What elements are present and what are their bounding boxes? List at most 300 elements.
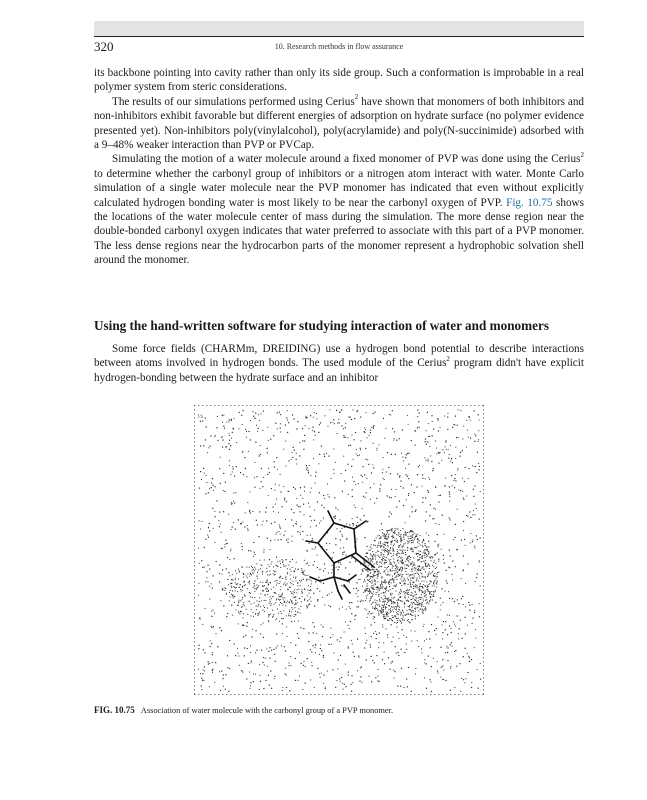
water-position-dot bbox=[476, 535, 477, 536]
water-position-dot bbox=[244, 457, 245, 458]
water-position-dot bbox=[425, 543, 426, 544]
water-position-dot bbox=[228, 579, 229, 580]
water-position-dot bbox=[460, 620, 461, 621]
water-position-dot bbox=[308, 633, 309, 634]
water-position-dot bbox=[437, 545, 438, 546]
water-position-dot bbox=[389, 618, 390, 619]
water-position-dot bbox=[392, 593, 393, 594]
water-position-dot bbox=[388, 566, 389, 567]
water-position-dot bbox=[377, 681, 378, 682]
water-position-dot bbox=[420, 608, 421, 609]
water-position-dot bbox=[458, 409, 459, 410]
water-position-dot bbox=[287, 583, 288, 584]
water-position-dot bbox=[298, 506, 299, 507]
water-position-dot bbox=[269, 472, 270, 473]
water-position-dot bbox=[379, 681, 380, 682]
water-position-dot bbox=[392, 617, 393, 618]
water-position-dot bbox=[335, 518, 336, 519]
water-position-dot bbox=[308, 585, 309, 586]
water-position-dot bbox=[403, 505, 404, 506]
water-position-dot bbox=[398, 529, 399, 530]
water-position-dot bbox=[438, 673, 439, 674]
water-position-dot bbox=[470, 437, 471, 438]
water-position-dot bbox=[454, 687, 455, 688]
water-position-dot bbox=[348, 672, 349, 673]
water-position-dot bbox=[276, 534, 277, 535]
water-position-dot bbox=[295, 596, 296, 597]
water-position-dot bbox=[360, 449, 361, 450]
water-position-dot bbox=[393, 537, 394, 538]
water-position-dot bbox=[397, 560, 398, 561]
water-position-dot bbox=[381, 581, 382, 582]
water-position-dot bbox=[234, 587, 235, 588]
water-position-dot bbox=[290, 569, 291, 570]
water-position-dot bbox=[398, 563, 399, 564]
water-position-dot bbox=[449, 492, 450, 493]
water-position-dot bbox=[475, 466, 476, 467]
water-position-dot bbox=[297, 582, 298, 583]
water-position-dot bbox=[426, 460, 427, 461]
water-position-dot bbox=[425, 610, 426, 611]
water-position-dot bbox=[352, 496, 353, 497]
water-position-dot bbox=[316, 525, 317, 526]
water-position-dot bbox=[443, 670, 444, 671]
water-position-dot bbox=[415, 584, 416, 585]
water-position-dot bbox=[257, 431, 258, 432]
water-position-dot bbox=[387, 495, 388, 496]
water-position-dot bbox=[428, 574, 429, 575]
water-position-dot bbox=[401, 481, 402, 482]
water-position-dot bbox=[449, 501, 450, 502]
water-position-dot bbox=[353, 588, 354, 589]
water-position-dot bbox=[371, 596, 372, 597]
water-position-dot bbox=[304, 441, 305, 442]
water-position-dot bbox=[275, 571, 276, 572]
water-position-dot bbox=[389, 512, 390, 513]
water-position-dot bbox=[375, 581, 376, 582]
water-position-dot bbox=[430, 597, 431, 598]
water-position-dot bbox=[455, 480, 456, 481]
water-position-dot bbox=[302, 596, 303, 597]
water-position-dot bbox=[425, 478, 426, 479]
water-position-dot bbox=[296, 459, 297, 460]
water-position-dot bbox=[376, 450, 377, 451]
water-position-dot bbox=[313, 645, 314, 646]
water-position-dot bbox=[237, 653, 238, 654]
water-position-dot bbox=[415, 631, 416, 632]
water-position-dot bbox=[385, 608, 386, 609]
water-position-dot bbox=[307, 470, 308, 471]
water-position-dot bbox=[423, 547, 424, 548]
water-position-dot bbox=[256, 576, 257, 577]
water-position-dot bbox=[423, 626, 424, 627]
water-position-dot bbox=[224, 544, 225, 545]
water-position-dot bbox=[435, 602, 436, 603]
water-position-dot bbox=[415, 607, 416, 608]
water-position-dot bbox=[373, 618, 374, 619]
water-position-dot bbox=[300, 627, 301, 628]
water-position-dot bbox=[213, 610, 214, 611]
water-position-dot bbox=[370, 576, 371, 577]
paragraph-2-text-a: The results of our simulations performed using Cerius bbox=[112, 95, 355, 108]
water-position-dot bbox=[285, 650, 286, 651]
water-position-dot bbox=[244, 595, 245, 596]
water-position-dot bbox=[419, 603, 420, 604]
water-position-dot bbox=[398, 599, 399, 600]
water-position-dot bbox=[310, 415, 311, 416]
water-position-dot bbox=[407, 578, 408, 579]
water-position-dot bbox=[232, 466, 233, 467]
water-position-dot bbox=[336, 680, 337, 681]
water-position-dot bbox=[384, 614, 385, 615]
water-position-dot bbox=[411, 592, 412, 593]
water-position-dot bbox=[458, 468, 459, 469]
water-position-dot bbox=[444, 452, 445, 453]
water-position-dot bbox=[390, 553, 391, 554]
water-position-dot bbox=[423, 613, 424, 614]
water-position-dot bbox=[254, 570, 255, 571]
water-position-dot bbox=[382, 659, 383, 660]
water-position-dot bbox=[396, 534, 397, 535]
water-position-dot bbox=[320, 422, 321, 423]
water-position-dot bbox=[358, 606, 359, 607]
water-position-dot bbox=[465, 545, 466, 546]
water-position-dot bbox=[319, 673, 320, 674]
water-position-dot bbox=[422, 609, 423, 610]
water-position-dot bbox=[330, 637, 331, 638]
water-position-dot bbox=[427, 589, 428, 590]
water-position-dot bbox=[404, 583, 405, 584]
water-position-dot bbox=[413, 551, 414, 552]
water-position-dot bbox=[362, 586, 363, 587]
water-position-dot bbox=[348, 647, 349, 648]
water-position-dot bbox=[468, 656, 469, 657]
water-position-dot bbox=[225, 446, 226, 447]
water-position-dot bbox=[324, 456, 325, 457]
water-position-dot bbox=[464, 539, 465, 540]
water-position-dot bbox=[370, 487, 371, 488]
water-position-dot bbox=[362, 570, 363, 571]
paragraph-2-text-b: have shown that monomers of both inhibitors and non-inhibitors exhibit favorable but different energies of adsorption on hydrate surface (no polymer evidence presented yet). Non-inhibitors poly(vinylalcohol), poly(acrylamide) and poly(N-succinimide) adsorbed with a 9–48% weaker interaction than PVP or PVCap. bbox=[94, 95, 585, 152]
water-position-dot bbox=[371, 656, 372, 657]
water-position-dot bbox=[395, 454, 396, 455]
water-position-dot bbox=[425, 590, 426, 591]
water-position-dot bbox=[467, 516, 468, 517]
water-position-dot bbox=[385, 581, 386, 582]
water-position-dot bbox=[424, 677, 425, 678]
water-position-dot bbox=[372, 581, 373, 582]
water-position-dot bbox=[391, 641, 392, 642]
water-position-dot bbox=[371, 555, 372, 556]
water-position-dot bbox=[376, 600, 377, 601]
water-position-dot bbox=[447, 583, 448, 584]
water-position-dot bbox=[411, 536, 412, 537]
water-position-dot bbox=[313, 417, 314, 418]
water-position-dot bbox=[293, 447, 294, 448]
water-position-dot bbox=[373, 413, 374, 414]
water-position-dot bbox=[384, 438, 385, 439]
water-position-dot bbox=[416, 535, 417, 536]
water-position-dot bbox=[406, 649, 407, 650]
water-position-dot bbox=[294, 589, 295, 590]
water-position-dot bbox=[394, 431, 395, 432]
water-position-dot bbox=[242, 590, 243, 591]
water-position-dot bbox=[209, 488, 210, 489]
water-position-dot bbox=[429, 446, 430, 447]
water-position-dot bbox=[323, 657, 324, 658]
water-position-dot bbox=[388, 530, 389, 531]
water-position-dot bbox=[427, 490, 428, 491]
water-position-dot bbox=[430, 573, 431, 574]
water-position-dot bbox=[425, 592, 426, 593]
water-position-dot bbox=[341, 585, 342, 586]
water-position-dot bbox=[463, 499, 464, 500]
water-position-dot bbox=[428, 541, 429, 542]
water-position-dot bbox=[463, 521, 464, 522]
water-position-dot bbox=[396, 579, 397, 580]
water-position-dot bbox=[287, 636, 288, 637]
water-position-dot bbox=[374, 600, 375, 601]
water-position-dot bbox=[385, 618, 386, 619]
water-position-dot bbox=[428, 603, 429, 604]
water-position-dot bbox=[399, 575, 400, 576]
water-position-dot bbox=[251, 662, 252, 663]
water-position-dot bbox=[280, 474, 281, 475]
water-position-dot bbox=[391, 544, 392, 545]
water-position-dot bbox=[389, 497, 390, 498]
water-position-dot bbox=[303, 665, 304, 666]
water-position-dot bbox=[205, 539, 206, 540]
water-position-dot bbox=[227, 543, 228, 544]
water-position-dot bbox=[419, 566, 420, 567]
water-position-dot bbox=[362, 600, 363, 601]
water-position-dot bbox=[385, 567, 386, 568]
water-position-dot bbox=[268, 616, 269, 617]
water-position-dot bbox=[276, 599, 277, 600]
water-position-dot bbox=[293, 525, 294, 526]
water-position-dot bbox=[315, 476, 316, 477]
water-position-dot bbox=[463, 656, 464, 657]
water-position-dot bbox=[255, 418, 256, 419]
water-position-dot bbox=[246, 437, 247, 438]
water-position-dot bbox=[385, 607, 386, 608]
water-position-dot bbox=[467, 653, 468, 654]
water-position-dot bbox=[384, 663, 385, 664]
water-position-dot bbox=[301, 663, 302, 664]
water-position-dot bbox=[375, 545, 376, 546]
water-position-dot bbox=[241, 670, 242, 671]
water-position-dot bbox=[372, 551, 373, 552]
water-position-dot bbox=[365, 600, 366, 601]
water-position-dot bbox=[386, 542, 387, 543]
water-position-dot bbox=[410, 549, 411, 550]
water-position-dot bbox=[346, 555, 347, 556]
water-position-dot bbox=[475, 504, 476, 505]
water-position-dot bbox=[246, 567, 247, 568]
water-position-dot bbox=[401, 601, 402, 602]
water-position-dot bbox=[296, 592, 297, 593]
water-position-dot bbox=[390, 575, 391, 576]
water-position-dot bbox=[233, 501, 234, 502]
water-position-dot bbox=[422, 592, 423, 593]
water-position-dot bbox=[357, 601, 358, 602]
water-position-dot bbox=[372, 608, 373, 609]
water-position-dot bbox=[369, 611, 370, 612]
water-position-dot bbox=[381, 607, 382, 608]
water-position-dot bbox=[433, 468, 434, 469]
water-position-dot bbox=[447, 647, 448, 648]
water-position-dot bbox=[392, 568, 393, 569]
water-position-dot bbox=[412, 619, 413, 620]
water-position-dot bbox=[435, 568, 436, 569]
water-position-dot bbox=[284, 597, 285, 598]
water-position-dot bbox=[388, 554, 389, 555]
water-position-dot bbox=[239, 600, 240, 601]
water-position-dot bbox=[441, 460, 442, 461]
water-position-dot bbox=[463, 604, 464, 605]
water-position-dot bbox=[257, 524, 258, 525]
water-position-dot bbox=[366, 546, 367, 547]
water-position-dot bbox=[277, 566, 278, 567]
water-position-dot bbox=[209, 586, 210, 587]
water-position-dot bbox=[383, 607, 384, 608]
water-position-dot bbox=[254, 567, 255, 568]
water-position-dot bbox=[412, 577, 413, 578]
water-position-dot bbox=[376, 655, 377, 656]
water-position-dot bbox=[274, 575, 275, 576]
water-position-dot bbox=[276, 647, 277, 648]
water-position-dot bbox=[347, 538, 348, 539]
water-position-dot bbox=[396, 623, 397, 624]
water-position-dot bbox=[406, 600, 407, 601]
water-position-dot bbox=[295, 603, 296, 604]
water-position-dot bbox=[373, 467, 374, 468]
water-position-dot bbox=[310, 475, 311, 476]
water-position-dot bbox=[220, 690, 221, 691]
water-position-dot bbox=[332, 669, 333, 670]
water-position-dot bbox=[279, 485, 280, 486]
water-position-dot bbox=[215, 662, 216, 663]
water-position-dot bbox=[392, 528, 393, 529]
water-position-dot bbox=[200, 421, 201, 422]
water-position-dot bbox=[456, 437, 457, 438]
water-position-dot bbox=[259, 420, 260, 421]
water-position-dot bbox=[208, 537, 209, 538]
water-position-dot bbox=[331, 572, 332, 573]
water-position-dot bbox=[403, 612, 404, 613]
water-position-dot bbox=[272, 596, 273, 597]
water-position-dot bbox=[280, 428, 281, 429]
water-position-dot bbox=[452, 462, 453, 463]
water-position-dot bbox=[306, 465, 307, 466]
water-position-dot bbox=[442, 632, 443, 633]
water-position-dot bbox=[248, 663, 249, 664]
water-position-dot bbox=[405, 552, 406, 553]
superscript: 2 bbox=[580, 150, 584, 159]
water-position-dot bbox=[211, 626, 212, 627]
water-position-dot bbox=[387, 574, 388, 575]
water-position-dot bbox=[412, 584, 413, 585]
water-position-dot bbox=[342, 536, 343, 537]
water-position-dot bbox=[387, 634, 388, 635]
water-position-dot bbox=[392, 588, 393, 589]
water-position-dot bbox=[383, 614, 384, 615]
water-position-dot bbox=[416, 553, 417, 554]
water-position-dot bbox=[461, 678, 462, 679]
water-position-dot bbox=[394, 582, 395, 583]
water-position-dot bbox=[413, 610, 414, 611]
water-position-dot bbox=[279, 412, 280, 413]
water-position-dot bbox=[316, 413, 317, 414]
water-position-dot bbox=[376, 608, 377, 609]
water-position-dot bbox=[296, 562, 297, 563]
water-position-dot bbox=[244, 655, 245, 656]
water-position-dot bbox=[212, 478, 213, 479]
water-position-dot bbox=[351, 466, 352, 467]
water-position-dot bbox=[226, 594, 227, 595]
water-position-dot bbox=[427, 565, 428, 566]
water-position-dot bbox=[400, 530, 401, 531]
water-position-dot bbox=[387, 598, 388, 599]
water-position-dot bbox=[388, 550, 389, 551]
water-position-dot bbox=[415, 568, 416, 569]
water-position-dot bbox=[402, 567, 403, 568]
water-position-dot bbox=[424, 551, 425, 552]
figure-reference-link[interactable]: Fig. 10.75 bbox=[506, 196, 553, 209]
water-position-dot bbox=[264, 585, 265, 586]
water-position-dot bbox=[249, 510, 250, 511]
water-position-dot bbox=[387, 567, 388, 568]
water-position-dot bbox=[271, 488, 272, 489]
water-position-dot bbox=[406, 678, 407, 679]
water-position-dot bbox=[231, 438, 232, 439]
water-position-dot bbox=[262, 486, 263, 487]
water-position-dot bbox=[390, 570, 391, 571]
water-position-dot bbox=[248, 451, 249, 452]
water-position-dot bbox=[386, 530, 387, 531]
water-position-dot bbox=[446, 449, 447, 450]
water-position-dot bbox=[261, 468, 262, 469]
water-position-dot bbox=[355, 507, 356, 508]
water-position-dot bbox=[423, 606, 424, 607]
water-position-dot bbox=[237, 591, 238, 592]
water-position-dot bbox=[209, 530, 210, 531]
water-position-dot bbox=[243, 474, 244, 475]
water-position-dot bbox=[253, 616, 254, 617]
water-position-dot bbox=[386, 629, 387, 630]
water-position-dot bbox=[396, 538, 397, 539]
water-position-dot bbox=[202, 417, 203, 418]
water-position-dot bbox=[297, 569, 298, 570]
water-position-dot bbox=[339, 641, 340, 642]
water-position-dot bbox=[307, 562, 308, 563]
water-position-dot bbox=[254, 583, 255, 584]
water-position-dot bbox=[209, 599, 210, 600]
water-position-dot bbox=[402, 581, 403, 582]
water-position-dot bbox=[409, 622, 410, 623]
water-position-dot bbox=[319, 654, 320, 655]
water-position-dot bbox=[324, 507, 325, 508]
water-position-dot bbox=[370, 554, 371, 555]
water-position-dot bbox=[409, 556, 410, 557]
water-position-dot bbox=[385, 536, 386, 537]
water-position-dot bbox=[285, 441, 286, 442]
water-position-dot bbox=[419, 465, 420, 466]
water-position-dot bbox=[400, 612, 401, 613]
water-position-dot bbox=[364, 432, 365, 433]
water-position-dot bbox=[480, 679, 481, 680]
water-position-dot bbox=[424, 624, 425, 625]
